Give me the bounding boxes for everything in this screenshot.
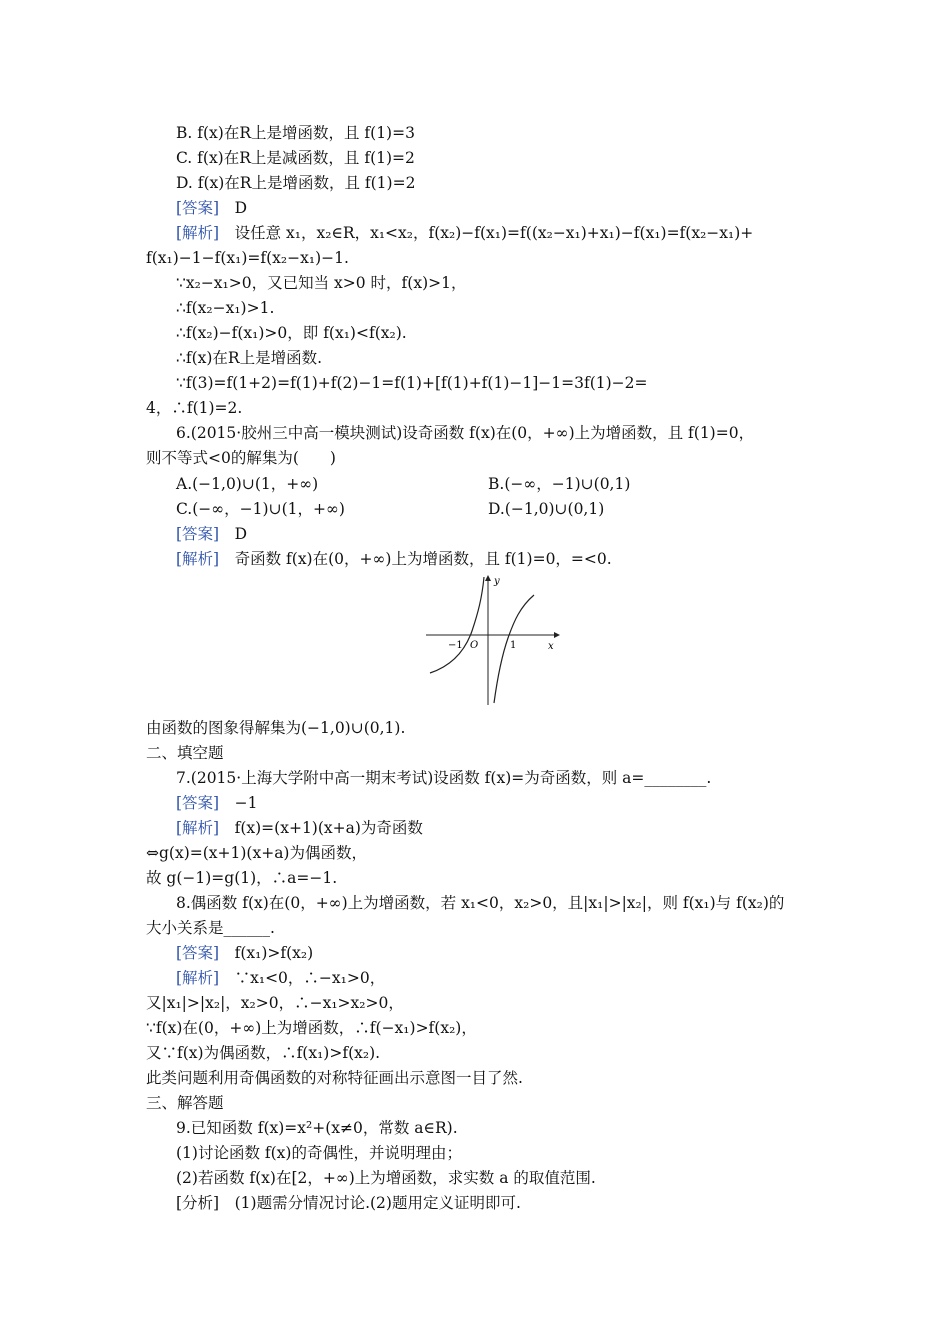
x-axis-arrow — [554, 632, 560, 638]
text-line: ∴f(x₂−x₁)>1. — [176, 299, 275, 317]
question-9: 9.已知函数 f(x)=x²+(x≠0，常数 a∈R). — [176, 1119, 458, 1137]
function-graph-figure — [424, 573, 560, 709]
origin-label: O — [470, 640, 479, 651]
function-graph — [424, 573, 560, 709]
question-6: 6.(2015·胶州三中高一模块测试)设奇函数 f(x)在(0，+∞)上为增函数，且 f(1)=0， — [176, 424, 755, 442]
option-c: C.(−∞，−1)∪(1，+∞) — [176, 500, 345, 518]
answer-line: [答案] f(x₁)>f(x₂) — [176, 944, 314, 962]
text-line: ⇔g(x)=(x+1)(x+a)为偶函数， — [146, 844, 367, 862]
x-axis-label: x — [548, 641, 554, 652]
question-8: 8.偶函数 f(x)在(0，+∞)上为增函数，若 x₁<0，x₂>0，且|x₁|>|x₂|，则 f(x₁)与 f(x₂)的 — [176, 894, 785, 912]
option-a: A.(−1,0)∪(1，+∞) — [176, 475, 319, 493]
option-d: D. f(x)在R上是增函数，且 f(1)=2 — [176, 174, 416, 192]
answer-line: [答案] D — [176, 525, 248, 543]
left-branch-curve — [430, 577, 484, 673]
text-line: 4，∴f(1)=2. — [146, 399, 243, 417]
analysis-line: [解析] f(x)=(x+1)(x+a)为奇函数 — [176, 819, 423, 837]
text-line: ∵f(x)在(0，+∞)上为增函数，∴f(−x₁)>f(x₂)， — [146, 1019, 477, 1037]
answer-line: [答案] −1 — [176, 794, 258, 812]
analysis-line: [解析] ∵x₁<0，∴−x₁>0， — [176, 969, 386, 987]
analysis-note: [分析] (1)题需分情况讨论.(2)题用定义证明即可. — [176, 1194, 521, 1212]
analysis-line: [解析] 设任意 x₁，x₂∈R，x₁<x₂，f(x₂)−f(x₁)=f((x₂−x₁)+x₁)−f(x₁)=f(x₂−x₁)+ — [176, 224, 754, 242]
question-7: 7.(2015·上海大学附中高一期末考试)设函数 f(x)=为奇函数，则 a=________. — [176, 769, 712, 787]
text-line: f(x₁)−1−f(x₁)=f(x₂−x₁)−1. — [146, 249, 349, 267]
text-line: ∴f(x₂)−f(x₁)>0，即 f(x₁)<f(x₂). — [176, 324, 407, 342]
y-axis-label: y — [494, 576, 500, 587]
tick-label-neg: −1 — [448, 640, 463, 651]
text-line: ∵x₂−x₁>0，又已知当 x>0 时，f(x)>1， — [176, 274, 467, 292]
text-line: ∵f(3)=f(1+2)=f(1)+f(2)−1=f(1)+[f(1)+f(1)−1]−1=3f(1)−2= — [176, 374, 648, 392]
option-c: C. f(x)在R上是减函数，且 f(1)=2 — [176, 149, 415, 167]
section-heading: 三、解答题 — [146, 1094, 224, 1112]
text-line: (2)若函数 f(x)在[2，+∞)上为增函数，求实数 a 的取值范围. — [176, 1169, 596, 1187]
text-line: 则不等式<0的解集为( ) — [146, 449, 336, 467]
text-line: 又∵f(x)为偶函数，∴f(x₁)>f(x₂). — [146, 1044, 381, 1062]
text-line: ∴f(x)在R上是增函数. — [176, 349, 323, 367]
y-axis-arrow — [485, 575, 491, 581]
text-line: 由函数的图象得解集为(−1,0)∪(0,1). — [146, 719, 406, 737]
option-d: D.(−1,0)∪(0,1) — [488, 500, 605, 518]
text-line: 故 g(−1)=g(1)，∴a=−1. — [146, 869, 338, 887]
tick-label-pos: 1 — [510, 640, 517, 651]
option-b: B. f(x)在R上是增函数，且 f(1)=3 — [176, 124, 415, 142]
answer-line: [答案] D — [176, 199, 248, 217]
option-b: B.(−∞，−1)∪(0,1) — [488, 475, 631, 493]
analysis-line: [解析] 奇函数 f(x)在(0，+∞)上为增函数，且 f(1)=0，=<0. — [176, 550, 612, 568]
section-heading: 二、填空题 — [146, 744, 224, 762]
text-line: 又|x₁|>|x₂|，x₂>0，∴−x₁>x₂>0， — [146, 994, 404, 1012]
text-line: 此类问题利用奇偶函数的对称特征画出示意图一目了然. — [146, 1069, 523, 1087]
text-line: (1)讨论函数 f(x)的奇偶性，并说明理由； — [176, 1144, 462, 1162]
text-line: 大小关系是______. — [146, 919, 275, 937]
